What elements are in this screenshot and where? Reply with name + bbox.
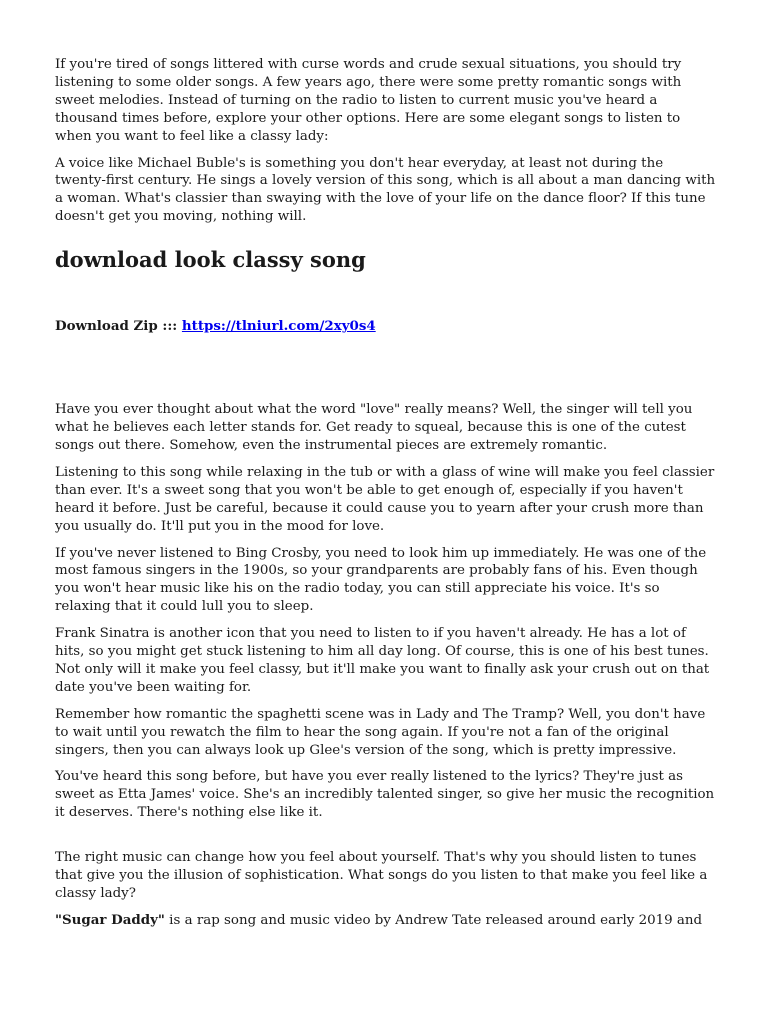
page-heading: download look classy song: [55, 247, 366, 273]
body-paragraph-7: The right music can change how you feel about yourself. That's why you should listen to tunes that give you the illusion of sophistication. What songs do you listen to that make you feel like a classy lady?: [55, 850, 708, 901]
body-paragraph-6: You've heard this song before, but have you ever really listened to the lyrics? They're just as sweet as Etta James' voice. She's an incredibly talented singer, so give her music the recognition it deserves. There's nothing else like it.: [55, 769, 715, 821]
download-line: [55, 317, 717, 335]
intro-paragraph-2: A voice like Michael Buble's is something you don't hear everyday, at least not during the twenty-first century. He sings a lovely version of this song, which is all about a man dancing with a woman. What's classier than swaying with the love of your life on the dance floor? If this tune doesn't get you moving, nothing will.: [55, 155, 716, 225]
body-paragraph-8-text: is a rap song and music video by Andrew Tate released around early 2019 and: [164, 912, 703, 928]
document-page: [55, 56, 717, 930]
download-link[interactable]: https://tlniurl.com/2xy0s4: [181, 318, 376, 335]
body-paragraph-3: If you've never listened to Bing Crosby, you need to look him up immediately. He was one of the most famous singers in the 1900s, so your grandparents are probably fans of his. Even though you won't hear music like his on the radio today, you can still appreciate his voice. It's so relaxing that it could lull you to sleep.: [55, 545, 707, 615]
song-title-bold: "Sugar Daddy": [55, 911, 165, 928]
intro-paragraph-1: If you're tired of songs littered with curse words and crude sexual situations, you should try listening to some older songs. A few years ago, there were some pretty romantic songs with sweet melodies. Instead of turning on the radio to listen to current music you've heard a thousand times before, explore your other options. Here are some elegant songs to listen to when you want to feel like a classy lady:: [55, 57, 682, 144]
body-paragraph-5: Remember how romantic the spaghetti scene was in Lady and The Tramp? Well, you don't have to wait until you rewatch the film to hear the song again. If you're not a fan of the original singers, then you can always look up Glee's version of the song, which is pretty impressive.: [55, 706, 706, 758]
body-paragraph-1: Have you ever thought about what the word "love" really means? Well, the singer will tell you what he believes each letter stands for. Get ready to squeal, because this is one of the cutest songs out there. Somehow, even the instrumental pieces are extremely romantic.: [55, 402, 693, 453]
body-paragraph-8: [55, 912, 717, 930]
download-label: Download Zip :::: [55, 318, 178, 335]
body-paragraph-4: Frank Sinatra is another icon that you need to listen to if you haven't already. He has a lot of hits, so you might get stuck listening to him all day long. Of course, this is one of his best tunes. Not only will it make you feel classy, but it'll make you want to finally ask your crush out on that date you've been waiting for.: [55, 626, 710, 695]
body-paragraph-2: Listening to this song while relaxing in the tub or with a glass of wine will make you feel classier than ever. It's a sweet song that you won't be able to get enough of, especially if you haven't heard it before. Just be careful, because it could cause you to yearn after your crush more than you usually do. It'll put you in the mood for love.: [55, 464, 715, 534]
